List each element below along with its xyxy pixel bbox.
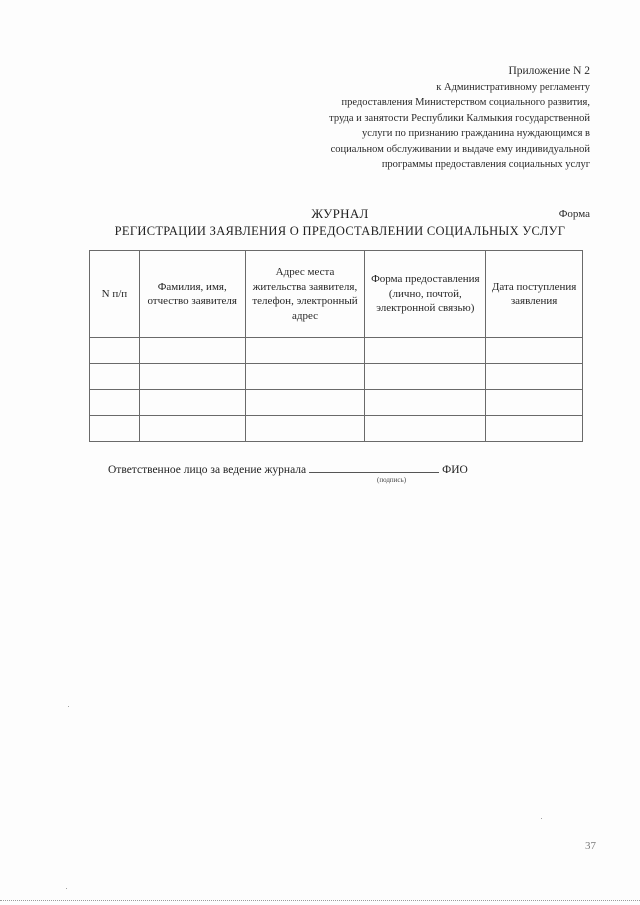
table-row bbox=[90, 390, 583, 416]
column-header-submission-form: Форма предоставления (лично, почтой, электронной связью) bbox=[365, 251, 486, 338]
scan-edge bbox=[0, 900, 640, 901]
table-cell bbox=[245, 338, 365, 364]
signature-label: Ответственное лицо за ведение журнала bbox=[108, 464, 307, 476]
table-row bbox=[90, 416, 583, 442]
fio-label: ФИО bbox=[442, 464, 468, 476]
table-cell bbox=[245, 364, 365, 390]
appendix-header bbox=[260, 64, 590, 173]
signature-blank bbox=[309, 463, 439, 473]
table-cell bbox=[139, 390, 245, 416]
appendix-line: предоставления Министерством социального развития, bbox=[341, 97, 590, 108]
column-header-address: Адрес места жительства заявителя, телефон, электронный адрес bbox=[245, 251, 365, 338]
table-cell bbox=[90, 364, 140, 390]
table-cell bbox=[365, 338, 486, 364]
column-header-number: N п/п bbox=[90, 251, 140, 338]
table-cell bbox=[245, 390, 365, 416]
table-cell bbox=[365, 416, 486, 442]
table-cell bbox=[245, 416, 365, 442]
form-label: Форма bbox=[558, 208, 590, 220]
page-number: 37 bbox=[585, 840, 596, 852]
table-cell bbox=[486, 364, 583, 390]
table-cell bbox=[486, 416, 583, 442]
signature-caption: (подпись) bbox=[377, 476, 407, 484]
column-header-name: Фамилия, имя, отчество заявителя bbox=[139, 251, 245, 338]
appendix-line: Приложение N 2 bbox=[508, 65, 590, 77]
table-row bbox=[90, 338, 583, 364]
journal-title: ЖУРНАЛ bbox=[311, 206, 369, 221]
table-cell bbox=[486, 390, 583, 416]
journal-subtitle: РЕГИСТРАЦИИ ЗАЯВЛЕНИЯ О ПРЕДОСТАВЛЕНИИ СОЦИАЛЬНЫХ УСЛУГ bbox=[114, 224, 566, 238]
appendix-line: труда и занятости Республики Калмыкия государственной bbox=[329, 112, 590, 124]
table-cell bbox=[90, 338, 140, 364]
table-cell bbox=[486, 338, 583, 364]
table-row bbox=[90, 364, 583, 390]
column-header-date: Дата поступления заявления bbox=[486, 251, 583, 338]
table-cell bbox=[139, 338, 245, 364]
signature-line bbox=[108, 463, 468, 476]
table-cell bbox=[365, 364, 486, 390]
table-cell bbox=[139, 364, 245, 390]
table-header-row bbox=[90, 251, 583, 338]
scan-speck bbox=[541, 818, 542, 819]
scan-speck bbox=[68, 706, 69, 707]
appendix-line: программы предоставления социальных услуг bbox=[381, 159, 590, 170]
table-cell bbox=[90, 390, 140, 416]
scan-speck bbox=[66, 888, 67, 889]
registration-table bbox=[89, 250, 583, 442]
appendix-line: услуги по признанию гражданина нуждающимся в bbox=[362, 128, 590, 139]
appendix-line: к Административному регламенту bbox=[436, 81, 590, 93]
table-cell bbox=[90, 416, 140, 442]
table-cell bbox=[139, 416, 245, 442]
appendix-line: социальном обслуживании и выдаче ему индивидуальной bbox=[330, 143, 590, 155]
table-cell bbox=[365, 390, 486, 416]
